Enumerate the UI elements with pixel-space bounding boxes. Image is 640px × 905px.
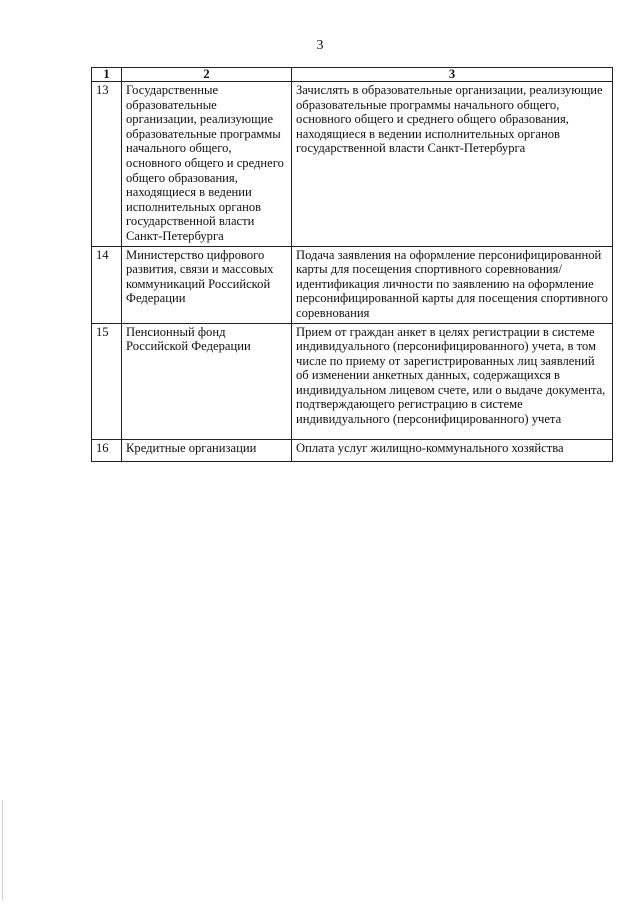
service-cell: Зачислять в образовательные организации, реализующие образовательные программы начального общего, основного общего и среднего общего образования, находящиеся в ведении исполнительных органов государственной власти Санкт-Петербурга [292, 82, 613, 247]
service-cell: Подача заявления на оформление персонифицированной карты для посещения спортивного соревнования/идентификация личности по заявлению на оформление персонифицированной карты для посещения спортивного соревнования [292, 246, 613, 323]
scan-edge-mark [2, 800, 3, 900]
table-row [92, 246, 613, 323]
services-table [91, 67, 613, 462]
service-cell: Прием от граждан анкет в целях регистрации в системе индивидуального (персонифицированного) учета, в том числе по приему от зарегистрированных лиц заявлений об изменении анкетных данных, содержащихся в индивидуальном лицевом счете, или о выдаче документа, подтверждающего регистрацию в системе индивидуального (персонифицированного) учета [292, 323, 613, 439]
organization-cell: Кредитные организации [122, 439, 292, 461]
row-number: 13 [92, 82, 122, 247]
page-number: 3 [316, 38, 324, 53]
column-header-number: 1 [92, 68, 122, 82]
column-header-service: 3 [292, 68, 613, 82]
table-row [92, 323, 613, 439]
table-row [92, 82, 613, 247]
table-row [92, 439, 613, 461]
table-header-row [92, 68, 613, 82]
row-number: 14 [92, 246, 122, 323]
row-number: 16 [92, 439, 122, 461]
organization-cell: Пенсионный фонд Российской Федерации [122, 323, 292, 439]
service-cell: Оплата услуг жилищно-коммунального хозяйства [292, 439, 613, 461]
column-header-organization: 2 [122, 68, 292, 82]
organization-cell: Государственные образовательные организации, реализующие образовательные программы начального общего, основного общего и среднего общего образования, находящиеся в ведении исполнительных органов государственной власти Санкт-Петербурга [122, 82, 292, 247]
organization-cell: Министерство цифрового развития, связи и массовых коммуникаций Российской Федерации [122, 246, 292, 323]
row-number: 15 [92, 323, 122, 439]
